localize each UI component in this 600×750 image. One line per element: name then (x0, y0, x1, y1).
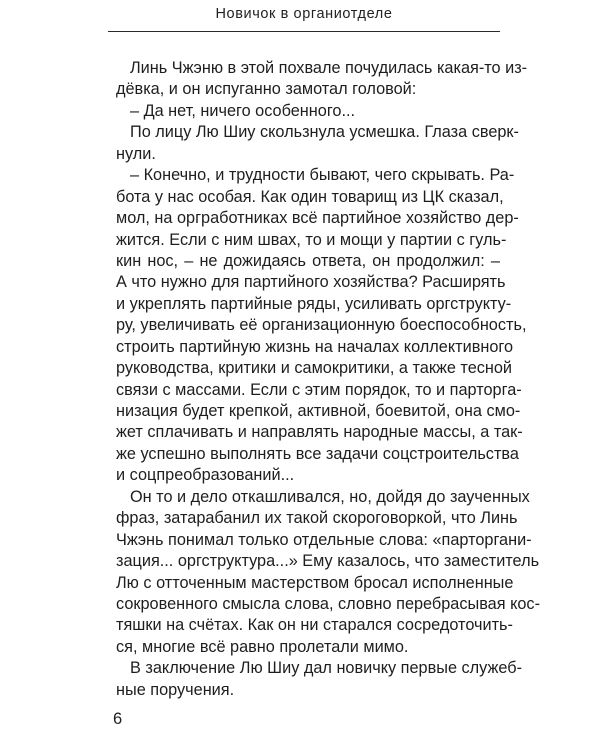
text-line: и соцпреобразований... (116, 466, 295, 485)
text-line: жет сплачивать и направлять народные массы, а так- (116, 423, 523, 442)
text-line: и укреплять партийные ряды, усиливать оргструкту- (116, 294, 512, 313)
text-line: Он то и дело откашливался, но, дойдя до заученных (130, 487, 530, 506)
text-line: В заключение Лю Шиу дал новичку первые служеб- (130, 659, 523, 678)
text-line: сокровенного смысла слова, словно перебрасывая кос- (116, 594, 540, 613)
text-line: По лицу Лю Шиу скользнула усмешка. Глаза сверк- (130, 123, 519, 142)
text-line: жится. Если с ним швах, то и мощи у партии с гуль- (116, 230, 507, 249)
text-line: Лю с отточенным мастерством бросал исполненные (116, 573, 514, 592)
text-line: – Да нет, ничего особенного... (130, 101, 356, 120)
page-number: 6 (113, 710, 123, 728)
text-line: Чжэнь понимал только отдельные слова: «парторгани- (116, 530, 532, 549)
text-line: руководства, критики и самокритики, а также тесной (116, 359, 513, 378)
text-line: ру, увеличивать её организационную боеспособность, (116, 316, 527, 335)
running-head: Новичок в органиотделе (215, 6, 393, 22)
text-line: ся, многие всё равно пролетали мимо. (116, 637, 409, 656)
text-line: строить партийную жизнь на началах коллективного (116, 337, 514, 356)
text-line: дёвка, и он испуганно замотал головой: (116, 80, 417, 99)
text-line: бота у нас особая. Как один товарищ из ЦК сказал, (116, 187, 504, 206)
text-line: кин нос, – не дожидаясь ответа, он продолжил: – (116, 251, 500, 270)
text-line: – Конечно, и трудности бывают, чего скрывать. Ра- (130, 166, 515, 185)
text-line: тяшки на счётах. Как он ни старался сосредоточить- (116, 616, 513, 635)
text-line: фраз, затарабанил их такой скороговоркой, что Линь (116, 509, 518, 528)
text-line: ные поручения. (116, 680, 235, 699)
text-line: Линь Чжэню в этой похвале почудилась какая-то из- (130, 59, 528, 77)
text-line: связи с массами. Если с этим порядок, то и парторга- (116, 380, 522, 399)
text-line: низация будет крепкой, активной, боевитой, она смо- (116, 402, 521, 420)
text-line: зация... оргструктура...» Ему казалось, что заместитель (116, 552, 540, 571)
text-line: А что нужно для партийного хозяйства? Расширять (116, 273, 506, 292)
text-line: мол, на оргработниках всё партийное хозяйство дер- (116, 209, 519, 228)
text-line: же успешно выполнять все задачи соцстроительства (116, 444, 519, 463)
body-text (116, 58, 540, 701)
text-line: нули. (116, 144, 156, 163)
header-rule (108, 31, 500, 32)
